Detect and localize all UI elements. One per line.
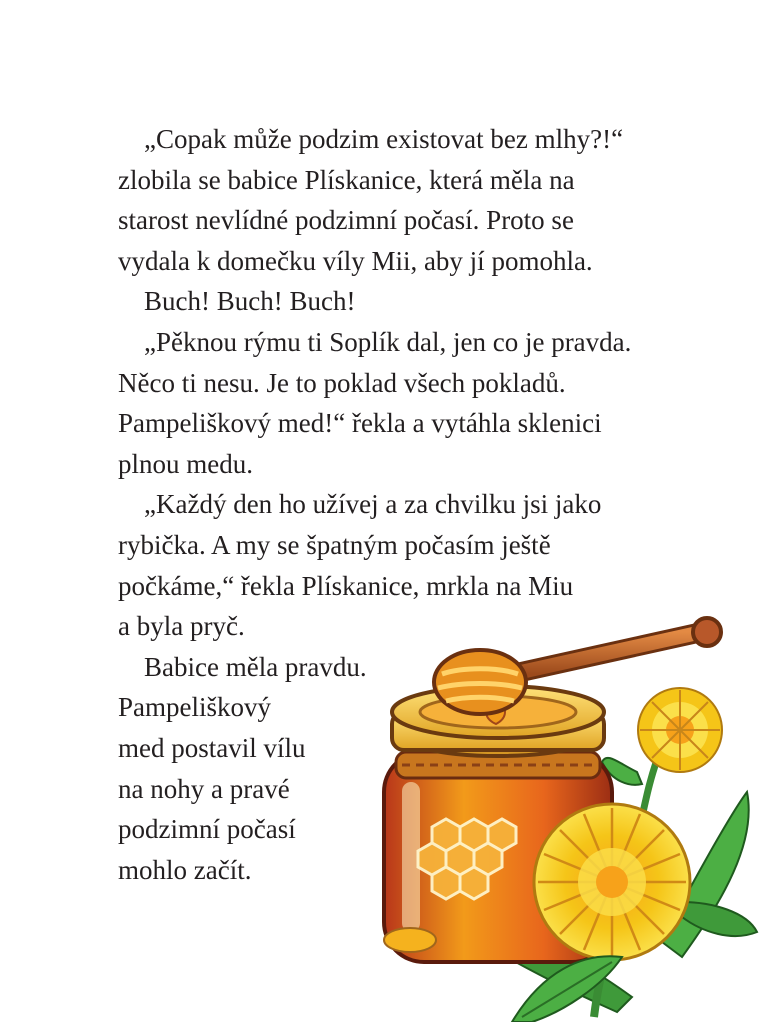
story-line: rybička. A my se špatným počasím ještě bbox=[118, 529, 551, 560]
story-line: mohlo začít. bbox=[118, 854, 252, 885]
story-line: a byla pryč. bbox=[118, 611, 245, 642]
story-line: „Copak může podzim existovat bez mlhy?!“ bbox=[144, 124, 624, 154]
story-line: „Každý den ho užívej a za chvilku jsi jako bbox=[144, 489, 602, 520]
story-line: podzimní počasí bbox=[118, 814, 296, 845]
story-line: „Pěknou rýmu ti Soplík dal, jen co je pravda. bbox=[144, 326, 632, 357]
story-line: starost nevlídné podzimní počasí. Proto se bbox=[118, 205, 574, 236]
story-line: Pampeliškový bbox=[118, 692, 271, 723]
story-line: vydala k domečku víly Mii, aby jí pomohla. bbox=[118, 245, 593, 276]
story-line: Něco ti nesu. Je to poklad všech pokladů. bbox=[118, 367, 566, 398]
story-line: Babice měla pravdu. bbox=[144, 651, 367, 682]
story-line: zlobila se babice Plískanice, která měla na bbox=[118, 164, 575, 195]
story-line: Buch! Buch! Buch! bbox=[144, 286, 356, 317]
story-line: na nohy a pravé bbox=[118, 773, 290, 804]
story-line: med postavil vílu bbox=[118, 732, 306, 763]
story-line: počkáme,“ řekla Plískanice, mrkla na Miu bbox=[118, 570, 574, 601]
story-line: plnou medu. bbox=[118, 448, 253, 479]
story-line: Pampeliškový med!“ řekla a vytáhla sklenici bbox=[118, 408, 602, 439]
honey-jar-with-dandelions-icon bbox=[362, 612, 762, 1022]
